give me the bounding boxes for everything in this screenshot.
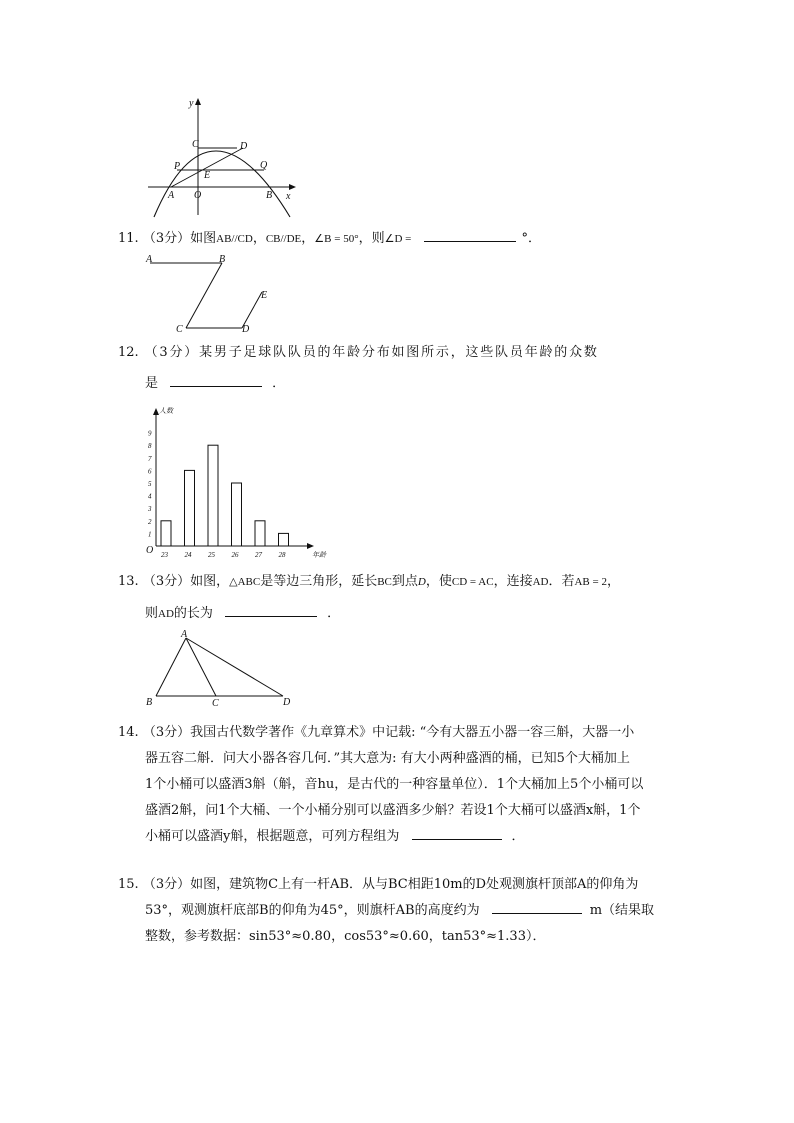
- x-tick-label: 23: [161, 551, 168, 559]
- q13-number: 13.: [118, 574, 139, 589]
- label-O: O: [194, 190, 202, 201]
- label-Q: Q: [260, 160, 268, 171]
- x-tick-label: 24: [184, 551, 192, 559]
- y-tick-label: 1: [148, 530, 152, 539]
- q11-sep2: ，: [301, 231, 315, 246]
- q13-bc: BC: [377, 576, 392, 588]
- q13-t1: 如图，: [190, 574, 230, 589]
- question-15: [118, 872, 686, 898]
- q11-cond1: AB//CD: [216, 233, 253, 245]
- parabola-figure: [140, 95, 300, 220]
- triangle-figure: [140, 628, 300, 708]
- q11-cond2: CB//DE: [265, 233, 302, 245]
- q13-answer-blank[interactable]: [225, 604, 317, 617]
- q13-l2c: 的长为: [173, 606, 213, 621]
- question-13: [118, 574, 620, 590]
- fig13-D: D: [283, 697, 291, 708]
- q14-line5: 小桶可以盛酒y斛，根据题意，可列方程组为: [145, 829, 400, 844]
- q11-text-b: ，则: [358, 231, 385, 246]
- fig13-B: B: [146, 697, 153, 708]
- y-tick-label: 4: [148, 492, 152, 501]
- label-P: P: [174, 161, 181, 172]
- q11-unit: °．: [521, 231, 542, 246]
- q14-answer-blank[interactable]: [412, 827, 502, 840]
- q13-t3: 到点: [391, 574, 418, 589]
- q11-answer-blank[interactable]: [424, 229, 516, 242]
- x-tick-label: 27: [255, 551, 262, 559]
- y-tick-label: 8: [148, 442, 152, 451]
- q14-line5-wrap: [145, 824, 685, 850]
- q13-cd: CD = AC: [451, 576, 494, 588]
- q12-score: （3分）: [144, 345, 200, 360]
- q15-line2b: m（结果取: [589, 903, 655, 918]
- q15-score: （3分）: [142, 877, 191, 892]
- q11-number: 11.: [118, 231, 139, 246]
- q15-line2-wrap: [145, 898, 685, 924]
- q11-score: （3分）: [142, 231, 191, 246]
- label-B: B: [266, 190, 273, 201]
- q12-text2: 是: [145, 376, 159, 391]
- bar-25: [208, 445, 218, 546]
- label-D: D: [240, 141, 248, 152]
- bar-28: [279, 533, 289, 546]
- q14-line4: 盛酒2斛，问1个大桶、一个小桶分别可以盛酒多少斛？若设1个大桶可以盛酒x斛，1个: [145, 803, 641, 818]
- label-A: A: [168, 190, 175, 201]
- y-tick-label: 3: [148, 505, 152, 514]
- question-12: [118, 345, 599, 361]
- y-tick-label: 2: [148, 517, 152, 526]
- q13-l2a: 则: [145, 606, 159, 621]
- y-axis-label: 人数: [159, 407, 173, 415]
- q13-d: D: [417, 576, 426, 588]
- x-axis-label: 年龄: [312, 551, 326, 559]
- q12-number: 12.: [118, 345, 139, 360]
- x-tick-label: 26: [231, 551, 239, 559]
- y-tick-label: 9: [148, 429, 152, 438]
- q14-line3: 1个小桶可以盛酒3斛（斛，音hu，是古代的一种容量单位）．1个大桶加上5个小桶可以: [145, 777, 644, 792]
- x-axis-arrow: [307, 543, 314, 549]
- q14-end: ．: [511, 829, 525, 844]
- bar-23: [161, 521, 171, 546]
- question-14-body: [145, 746, 685, 850]
- parallel-lines-figure: [140, 252, 280, 338]
- q14-line2: 器五容二斛．问大小器各容几何．”其大意为: 有大小两种盛酒的桶，已知5个大桶加上: [145, 751, 630, 766]
- y-tick-label: 5: [148, 480, 152, 488]
- question-12-line2: [145, 374, 285, 392]
- q13-t5: ，连接: [493, 574, 533, 589]
- q13-ad: AD: [532, 576, 549, 588]
- fig11-A: A: [146, 254, 153, 265]
- q13-end: ．: [327, 606, 341, 621]
- q13-t7: ，: [606, 574, 620, 589]
- q11-cond3: ∠B = 50°: [314, 233, 359, 245]
- bar-27: [255, 521, 265, 546]
- q14-score: （3分）: [142, 725, 191, 740]
- q13-score: （3分）: [142, 574, 191, 589]
- bar-26: [232, 483, 242, 546]
- y-tick-label: 6: [148, 467, 152, 476]
- question-14: [118, 720, 686, 746]
- q11-ask: ∠D =: [384, 233, 412, 245]
- question-11: [118, 229, 541, 247]
- q13-ab: AB = 2: [574, 576, 607, 588]
- q13-t2: 是等边三角形，延长: [260, 574, 378, 589]
- q14-number: 14.: [118, 725, 139, 740]
- age-bar-chart: [142, 400, 342, 562]
- origin-label: O: [146, 545, 154, 556]
- q15-line2a: 53°，观测旗杆底部B的仰角为45°，则旗杆AB的高度约为: [145, 903, 480, 918]
- label-E: E: [204, 170, 211, 181]
- q12-text: 某男子足球队队员的年龄分布如图所示，这些队员年龄的众数: [199, 345, 599, 360]
- label-x: x: [286, 191, 291, 202]
- q13-l2b: AD: [158, 608, 174, 620]
- q12-end: ．: [272, 376, 286, 391]
- q13-t6: ．若: [548, 574, 575, 589]
- q15-number: 15.: [118, 877, 139, 892]
- fig13-A: A: [181, 629, 188, 640]
- y-tick-label: 7: [148, 454, 152, 463]
- x-tick-label: 28: [278, 551, 286, 559]
- q11-text: 如图: [190, 231, 217, 246]
- fig11-B: B: [219, 254, 226, 265]
- fig11-C: C: [176, 324, 183, 335]
- fig13-C: C: [212, 698, 219, 708]
- q13-t4: ，使: [425, 574, 452, 589]
- q13-triangle: △ABC: [229, 576, 261, 588]
- q12-answer-blank[interactable]: [170, 374, 262, 387]
- q14-line1: 我国古代数学著作《九章算术》中记载: “今有大器五小器一容三斛，大器一小: [190, 725, 635, 740]
- label-C: C: [192, 139, 199, 150]
- question-13-line2: [145, 604, 340, 622]
- q15-line3: 整数，参考数据：sin53°≈0.80，cos53°≈0.60，tan53°≈1.33）．: [145, 929, 546, 944]
- q15-answer-blank[interactable]: [492, 901, 582, 914]
- q15-line1: 如图，建筑物C上有一杆AB．从与BC相距10m的D处观测旗杆顶部A的仰角为: [190, 877, 639, 892]
- fig11-D: D: [242, 324, 250, 335]
- question-15-body: [145, 898, 685, 950]
- bar-24: [185, 470, 195, 546]
- q11-sep: ，: [252, 231, 266, 246]
- x-tick-label: 25: [208, 551, 215, 559]
- fig11-E: E: [261, 290, 268, 301]
- label-y: y: [189, 98, 194, 109]
